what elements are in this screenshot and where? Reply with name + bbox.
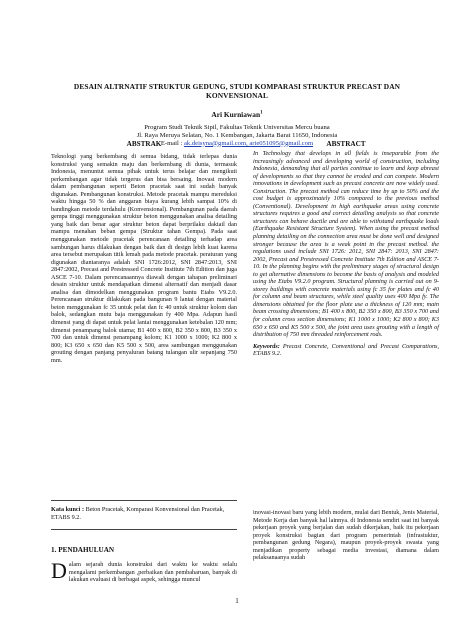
- keywords-id-label: Kata kunci :: [51, 506, 85, 513]
- page-number: 1: [235, 597, 239, 605]
- abstract-heading: ABSTRACT: [326, 140, 366, 148]
- section-heading: 1. PENDAHULUAN: [51, 546, 115, 554]
- email-label: E-mail :: [160, 139, 183, 147]
- author-name: [0, 110, 474, 119]
- paper-title: [40, 82, 434, 100]
- divider-top: [51, 500, 237, 501]
- abstract-paragraph: In Technology that develops in all fields is inseparable from the increasingly advanced and developing world of construction, including Indonesia, demanding that all parties continue to learn and keep abreast of developments so that they cannot be eroded and can compete. Modern innovations in development such as precast concrete are now widely used. Construction. The precast method can reduce time by up to 50% and the cost budget is approximately 10% compared to the previous method (Conventional). Development in high earthquake areas using concrete structures requires a good and correct detailing analysis so that concrete structures can behave ductile and are able to withstand earthquake loads (Earthquake Resistant Structure System). When using the precast method planning detailing on the connection area must be done well and designed stronger because the area is a weak point in the precast method. the regulations used include SNI 1726: 2012, SNI 2847: 2013, SNI 2847: 2002, Precast and Prestressed Concrete Institute 7th Edition and ASCE 7-10. In the planning begins with the preliminary stages of structural design to get alternative dimensions to become the basis of analysis and modeled using the Etabs V9.2.0 program. Structural planning is carried out on 9-storey buildings with concrete materials using fc 35 for plates and fc 40 for column and beam structures, while steel quality uses 400 Mpa fy. The dimensions obtained for the floor plate use a thickness of 120 mm; main beam crossing dimensions; B1 400 x 800, B2 350 x 800, B3 350 x 700 and for column cross section dimensions; K1 1000 x 1000; K2 800 x 800; K3 650 x 650 and K5 500 x 500, the joint area uses grouting with a length of distribution of 750 mm threaded reinforcement rods.: [253, 150, 439, 339]
- abstrak-heading: ABSTRAK: [126, 140, 162, 148]
- keywords-en-text: Precast Concrete, Conventional and Precast Comparations, ETABS 9.2.: [253, 342, 439, 358]
- abstract-body: [253, 150, 439, 358]
- email-links[interactable]: ak.deisyna@gmail.com, arie051095@gmail.com: [183, 139, 314, 147]
- keywords-id-text: Beton Pracetak, Komparasi Konvensional dan Pracetak, ETABS 9.2.: [51, 506, 225, 521]
- divider-bottom: [51, 529, 237, 530]
- keywords-en-label: Keywords:: [253, 342, 280, 350]
- intro-paragraph: [51, 558, 237, 584]
- affiliation-line-2: Jl. Raya Meruya Selatan, No. 1 Kembangan, Jakarta Barat 11650, Indonesia: [136, 131, 338, 139]
- title-line-2: KONVENSIONAL: [206, 91, 268, 100]
- keywords-en: [253, 343, 439, 358]
- title-line-1: DESAIN ALTRNATIF STRUKTUR GEDUNG, STUDI KOMPARASI STRUKTUR PRECAST DAN: [73, 82, 401, 91]
- author-text: Ari Kurniawan: [211, 110, 261, 119]
- keywords-id: [51, 506, 237, 521]
- author-superscript: 1: [260, 110, 263, 116]
- intro-text: alam sejarah dunia konstruksi dari waktu ke waktu selalu mengalami perkembangan ,perbaikan dan pembaharuan, banyak di lakukan evaluasi di berbagai aspek, sehingga muncul: [68, 561, 237, 584]
- abstrak-body: [51, 153, 237, 364]
- affiliation-line-1: Program Studi Teknik Sipil, Fakultas Teknik Universitas Mercu buana: [144, 124, 330, 131]
- intro-dropcap: D: [51, 558, 67, 583]
- abstrak-paragraph: Teknologi yang berkembang di semua bidang, tidak terlepas dunia konstruksi yang semakin maju dan berkembang di dunia, termasuk Indonesia, menuntut semua pihak untuk terus belajar dan mengikuti perkembangan agar tidak tergerus dan bisa bersaing. Inovasi modern dalam pembangunan seperti Beton pracetak saat ini sudah banyak digunakan. Pembangunan konstruksi. Metode pracetak mampu mereduksi waktu hingga 50 % dan anggaran biaya kurang lebih sampai 10% di bandingkan metode terdahulu (Konvensional). Pembangunan pada daerah gempa tinggi menggunakan struktur beton menggunakan analisa detailing yang baik dan benar agar struktur beton dapat berprilaku daktail dan mampu menahan beban gempa (Struktur tahan Gempa). Pada saat menggunakan metode pracetak perencanaan detailing terhadap area sambungan harus dilakukan dengan baik dan di design lebih kuat karena area tersebut merupakan titik lemah pada metode pracetak. peraturan yang digunakan diantaranya adalah SNI 1726:2012, SNI 2847:2013, SNI 2847:2002, Precast and Prestressed Concrete Institute 7th Edition dan juga ASCE 7-10. Dalam perencanaannya diawali dengan tahapan preliminari desain struktur untuk mendapatkan dimensi alternatif dan menjadi dasar analisa dan dimodelkan menggunakan program bantu Etabs V9.2.0. Perencanaan struktur dilakukan pada bangunan 9 lantai dengan material beton menggunakan fc 35 untuk pelat dan fc 40 untuk struktur kolom dan balok, sedangkan mutu baja menggunakan fy 400 Mpa. Adapun hasil dimensi yang di dapat untuk pelat lantai menggunakan ketebalan 120 mm; dimensi penampang balok utama; B1 400 x 800, B2 350 x 800, B3 350 x 700 dan untuk dimensi penampang kolom; K1 1000 x 1000; K2 800 x 800; K3 650 x 650 dan K5 500 x 500, area sambungan menggunakan grouting dengan panjang penyaluran batang tulangan ulir sepanjang 750 mm.: [51, 153, 237, 364]
- intro-continuation: inovasi-inovasi baru yang lebih modern, mulai dari Bentuk, Jenis Material, Metode Kerja dan banyak hal lainnya. di Indonesia sendiri saat ini banyak pekerjaan proyek yang berjalan dan sudah dikerjakan, baik itu pekerjaan proyek konstruksi bagian dari program pemerintah (infrastuktur, pembangunan gedung Negara), maupun proyek-proyek swasta yang menjadikan property sebagai media investasi, diamana dalam pelaksanaanya sudah: [253, 509, 439, 562]
